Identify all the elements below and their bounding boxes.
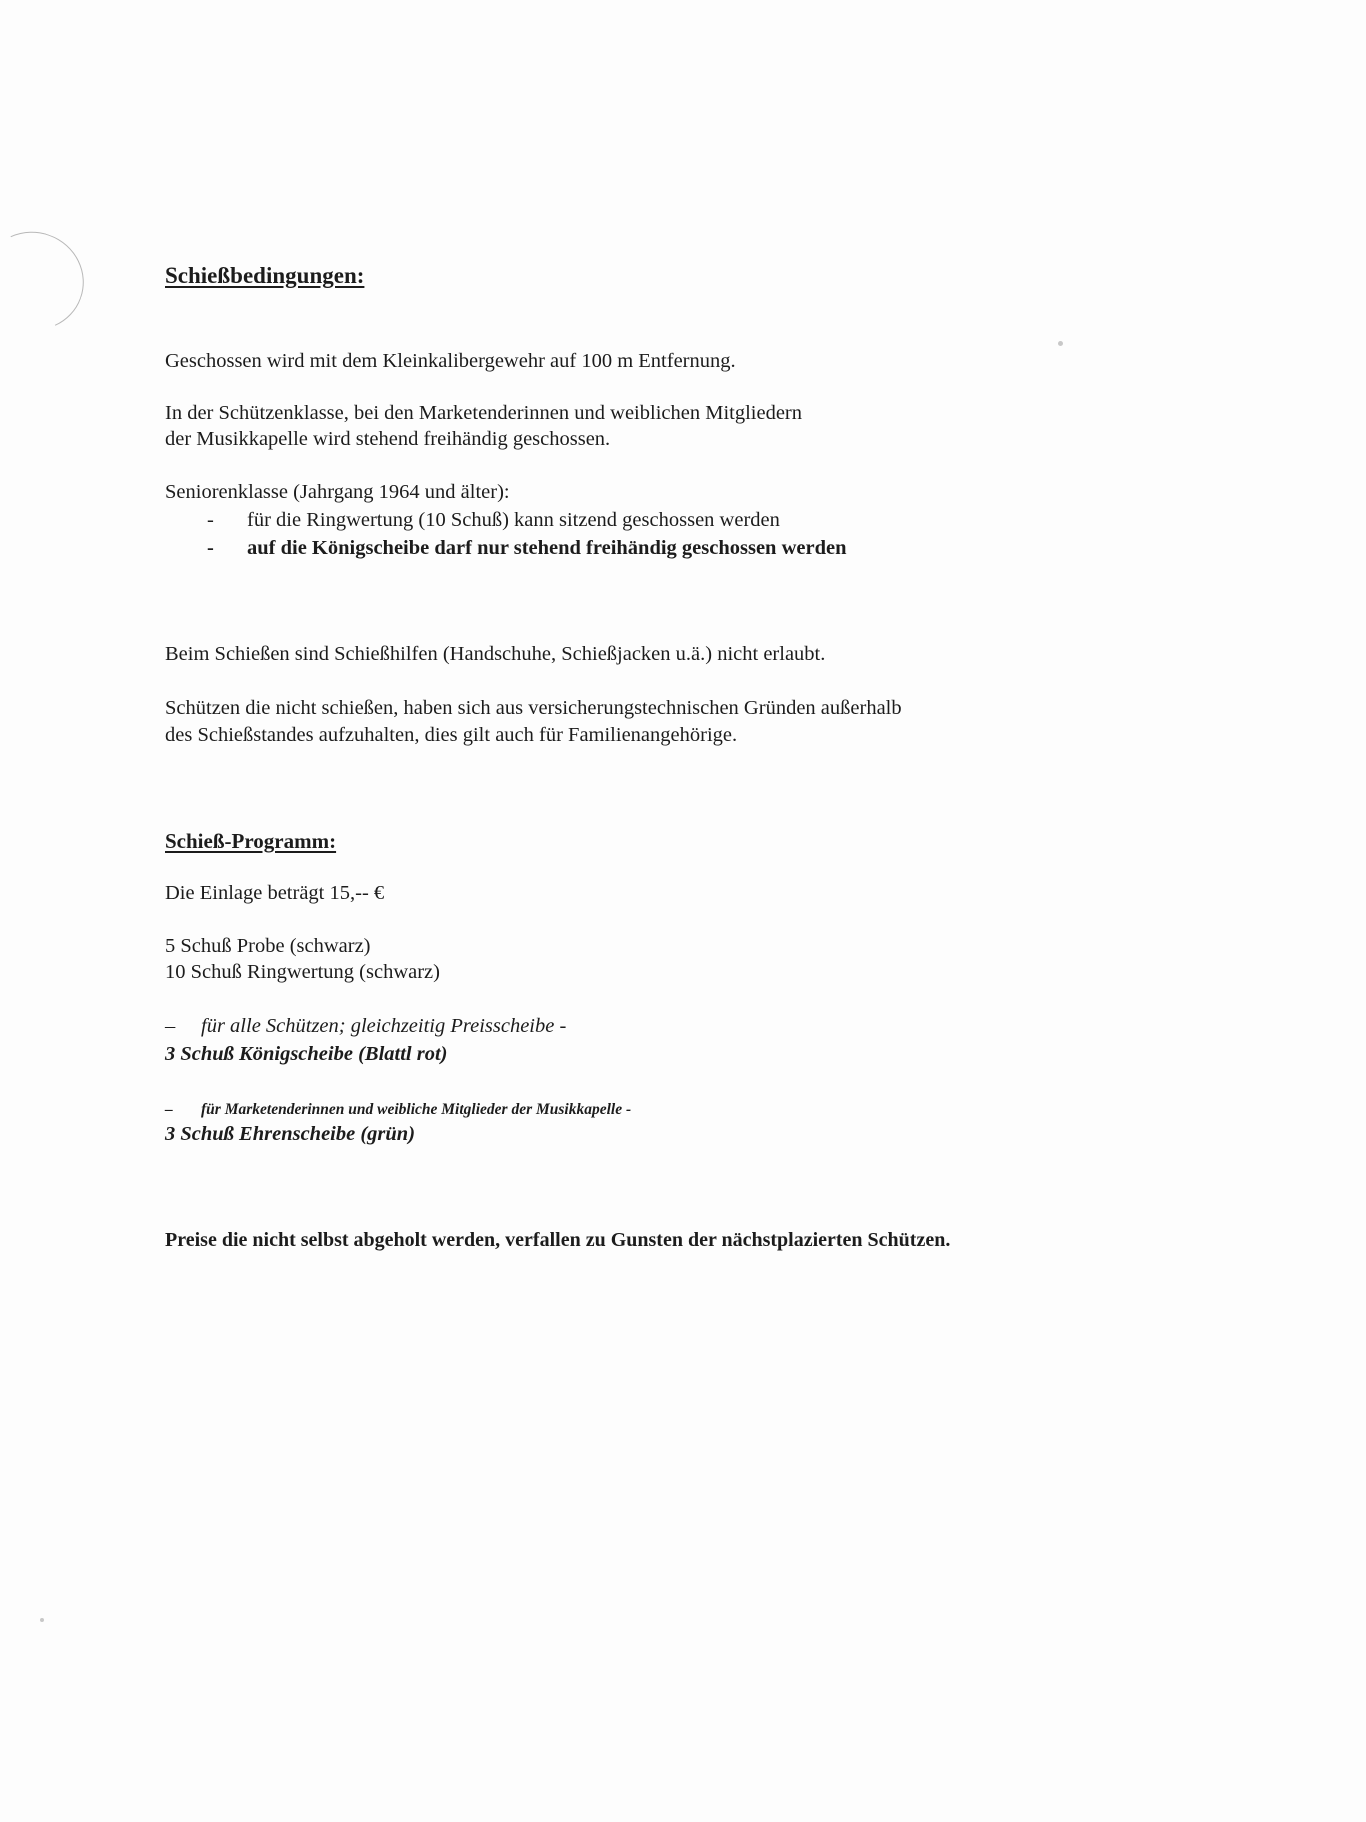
senior-bullet-1 [165, 507, 780, 533]
class-paragraph-line-1: In der Schützenklasse, bei den Marketenderinnen und weiblichen Mitgliedern [165, 402, 803, 424]
spectators-paragraph-line-2: des Schießstandes aufzuhalten, dies gilt auch für Familienangehörige. [165, 724, 738, 746]
program-target-king: 3 Schuß Königscheibe (Blattl rot) [165, 1043, 448, 1065]
scan-speck [40, 1618, 44, 1622]
spectators-paragraph-line-1: Schützen die nicht schießen, haben sich aus versicherungstechnischen Gründen außerhalb [165, 697, 902, 719]
bullet-marker: - [207, 537, 214, 559]
note-text: für alle Schützen; gleichzeitig Preisscheibe - [201, 1015, 567, 1037]
bullet-text: für die Ringwertung (10 Schuß) kann sitzend geschossen werden [247, 509, 780, 531]
bullet-marker: - [207, 509, 214, 531]
aids-paragraph: Beim Schießen sind Schießhilfen (Handschuhe, Schießjacken u.ä.) nicht erlaubt. [165, 643, 826, 665]
program-line-practice: 5 Schuß Probe (schwarz) [165, 935, 371, 957]
program-line-ring-scoring: 10 Schuß Ringwertung (schwarz) [165, 961, 440, 983]
entry-fee: Die Einlage beträgt 15,-- € [165, 882, 385, 904]
senior-class-intro: Seniorenklasse (Jahrgang 1964 und älter): [165, 481, 510, 503]
range-paragraph: Geschossen wird mit dem Kleinkalibergewehr auf 100 m Entfernung. [165, 350, 736, 372]
program-target-honor: 3 Schuß Ehrenscheibe (grün) [165, 1123, 416, 1145]
closing-note: Preise die nicht selbst abgeholt werden, verfallen zu Gunsten der nächstplazierten Schützen. [165, 1229, 951, 1251]
program-heading: Schieß-Programm: [165, 829, 337, 853]
note-dash: – [165, 1101, 173, 1118]
conditions-heading: Schießbedingungen: [165, 263, 365, 288]
note-text: für Marketenderinnen und weibliche Mitglieder der Musikkapelle - [201, 1101, 632, 1118]
senior-bullet-2 [165, 535, 847, 561]
program-note-women [165, 1097, 631, 1123]
punch-hole-mark [0, 218, 98, 345]
program-note-all-shooters [165, 1013, 566, 1039]
class-paragraph-line-2: der Musikkapelle wird stehend freihändig geschossen. [165, 428, 611, 450]
bullet-text: auf die Königscheibe darf nur stehend freihändig geschossen werden [247, 537, 847, 559]
note-dash: – [165, 1015, 176, 1037]
scan-speck [1058, 341, 1063, 346]
